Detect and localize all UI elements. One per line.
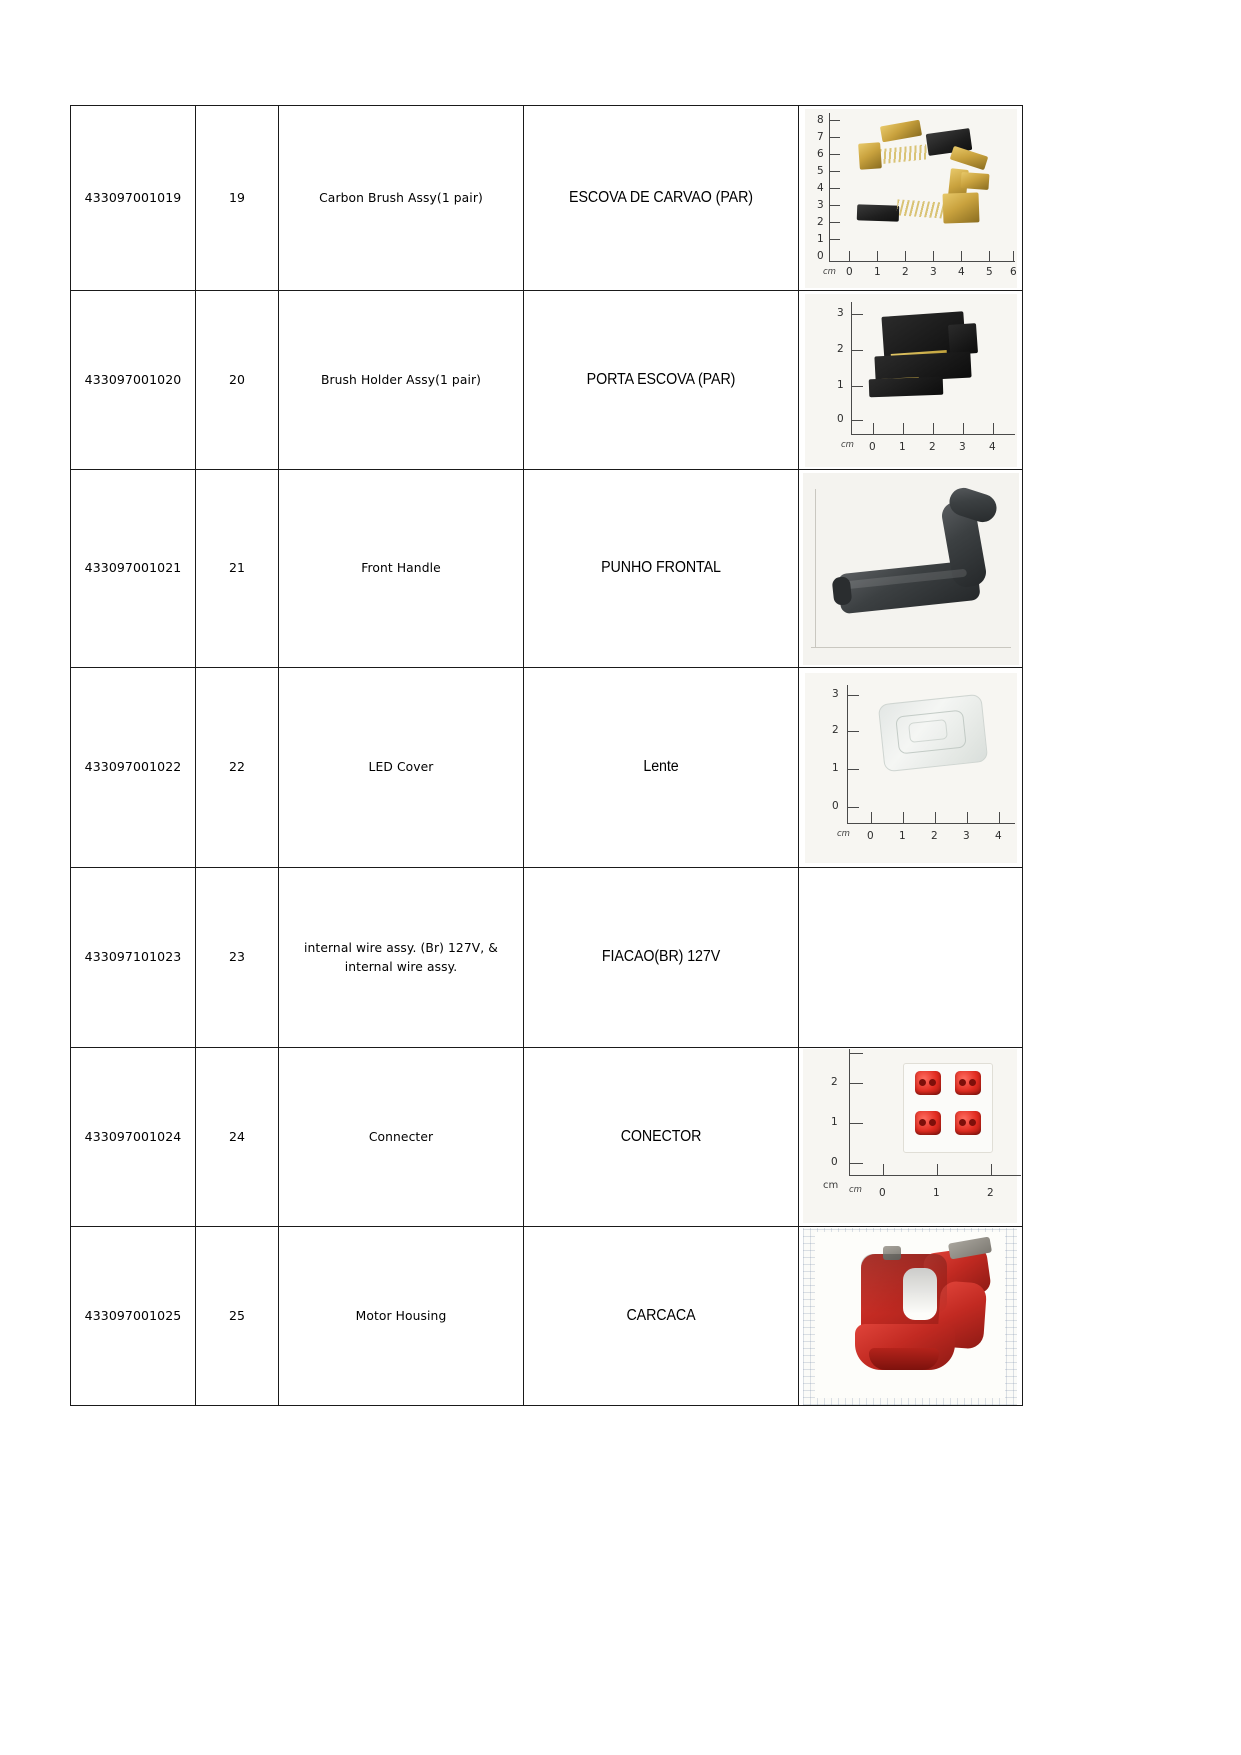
description-english-text: Brush Holder Assy(1 pair) [320,372,482,387]
description-portuguese-text: CARCACA [626,1306,696,1324]
table-row [71,668,1023,868]
cell-description-english [279,1048,524,1227]
cell-item-number [196,868,279,1048]
empty-image-cell [799,869,1022,1047]
part-number-text: 433097001022 [84,759,182,775]
table-row [71,291,1023,470]
cell-description-english [279,470,524,668]
cell-part-number [71,106,196,291]
description-english-text: internal wire assy. (Br) 127V, & internal wire assy. [304,941,498,974]
cell-item-number [196,470,279,668]
cell-item-number [196,1048,279,1227]
carbon-brush-assembly-photo: 8 7 6 5 4 3 2 1 0 cm 0 1 2 3 4 5 6 [799,107,1022,290]
item-number-text: 22 [228,759,246,775]
description-portuguese-text: CONECTOR [620,1127,702,1145]
cell-product-image [799,1048,1023,1227]
table-row [71,106,1023,291]
item-number-text: 25 [228,1307,246,1323]
description-portuguese-text: Lente [643,758,679,776]
item-number-text: 20 [228,371,246,387]
part-number-text: 433097001021 [84,560,182,576]
description-english-text: Motor Housing [355,1308,447,1323]
cell-product-image [799,291,1023,470]
cell-description-english [279,1227,524,1406]
cell-description-english [279,291,524,470]
description-english-text: Carbon Brush Assy(1 pair) [319,190,483,205]
front-handle-photo [799,471,1022,667]
description-portuguese-text: FIACAO(BR) 127V [601,948,721,966]
table-row [71,1227,1023,1406]
item-number-text: 21 [228,560,246,576]
cell-description-portuguese [524,470,799,668]
description-portuguese-text: PUNHO FRONTAL [601,559,721,577]
cell-product-image [799,470,1023,668]
table-row [71,868,1023,1048]
part-number-text: 433097001019 [84,189,182,205]
part-number-text: 433097001025 [84,1307,182,1323]
item-number-text: 24 [228,1128,246,1144]
cell-description-portuguese [524,106,799,291]
cell-part-number [71,1227,196,1406]
cell-description-portuguese [524,668,799,868]
part-number-text: 433097001024 [84,1128,182,1144]
brush-holder-assembly-photo: 3 2 1 0 cm 0 1 2 3 4 [799,292,1022,469]
table-row [71,1048,1023,1227]
cell-item-number [196,291,279,470]
cell-description-english [279,868,524,1048]
cell-part-number [71,668,196,868]
motor-housing-photo [799,1228,1022,1405]
cell-product-image [799,1227,1023,1406]
description-english-text: Connecter [368,1129,434,1144]
cell-description-english [279,106,524,291]
cell-product-image [799,106,1023,291]
description-english-text: Front Handle [361,561,441,576]
cell-part-number [71,868,196,1048]
cell-description-portuguese [524,1048,799,1227]
description-english-text: LED Cover [368,760,434,775]
cell-item-number [196,1227,279,1406]
cell-part-number [71,291,196,470]
red-connectors-photo: 2 1 0 cm cm 0 1 2 [799,1049,1022,1226]
cell-part-number [71,470,196,668]
part-number-text: 433097001020 [84,371,182,387]
cell-description-portuguese [524,291,799,470]
cell-part-number [71,1048,196,1227]
cell-description-english [279,668,524,868]
parts-table [70,105,1023,1406]
led-cover-lens-photo: 3 2 1 0 cm 0 1 2 3 4 [799,669,1022,867]
description-portuguese-text: PORTA ESCOVA (PAR) [586,370,736,388]
cell-item-number [196,106,279,291]
part-number-text: 433097101023 [84,949,182,965]
description-portuguese-text: ESCOVA DE CARVAO (PAR) [569,188,753,206]
cell-item-number [196,668,279,868]
table-row [71,470,1023,668]
cell-description-portuguese [524,868,799,1048]
cell-description-portuguese [524,1227,799,1406]
item-number-text: 23 [228,949,246,965]
cell-product-image [799,668,1023,868]
cell-product-image [799,868,1023,1048]
item-number-text: 19 [228,189,246,205]
